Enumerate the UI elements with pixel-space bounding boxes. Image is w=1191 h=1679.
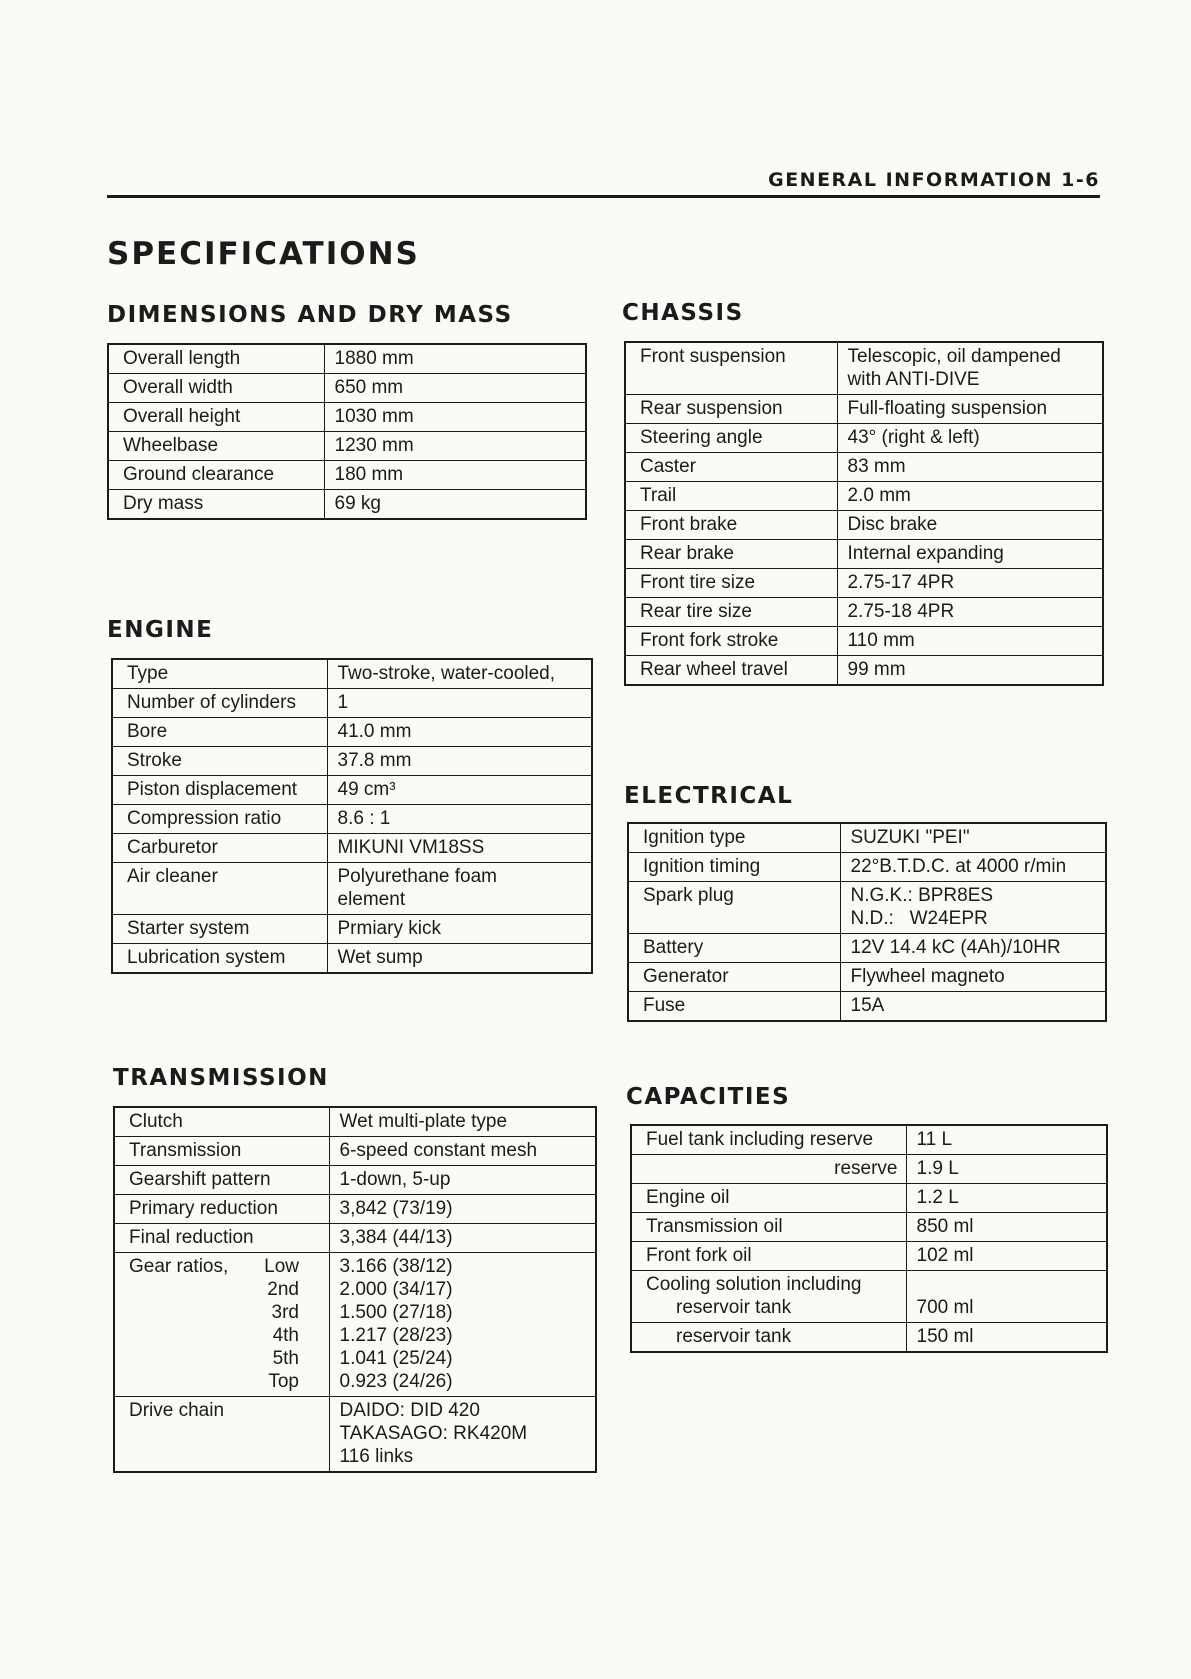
gear-value: 0.923 (24/26) (339, 1371, 453, 1392)
spec-value: 1230 mm (324, 432, 586, 461)
spec-value: 1 (327, 689, 592, 718)
spec-value: 180 mm (324, 461, 586, 490)
table-row (625, 453, 1103, 482)
spec-label: Engine oil (631, 1184, 906, 1213)
spec-value: 1-down, 5-up (329, 1166, 596, 1195)
spec-label: Air cleaner (112, 863, 327, 915)
table-row (628, 992, 1106, 1022)
spec-value: Full-floating suspension (837, 395, 1103, 424)
spec-label: Gearshift pattern (114, 1166, 329, 1195)
spec-value: 1030 mm (324, 403, 586, 432)
gear-value: 1.041 (25/24) (339, 1348, 453, 1369)
spec-label: Front tire size (625, 569, 837, 598)
spec-label: Rear tire size (625, 598, 837, 627)
spec-value: 69 kg (324, 490, 586, 520)
spec-label: Carburetor (112, 834, 327, 863)
table-row (112, 863, 592, 915)
spec-value: 102 ml (906, 1242, 1107, 1271)
table-row (628, 823, 1106, 853)
spec-label: Front fork stroke (625, 627, 837, 656)
value-line: element (337, 889, 406, 910)
table-row (114, 1166, 596, 1195)
spec-value: 110 mm (837, 627, 1103, 656)
table-row (112, 915, 592, 944)
table-row (108, 490, 586, 520)
table-row (114, 1137, 596, 1166)
value-line: 116 links (339, 1446, 414, 1467)
spec-value: 22°B.T.D.C. at 4000 r/min (840, 853, 1106, 882)
value-line: with ANTI-DIVE (847, 369, 980, 390)
value-line: Polyurethane foam (337, 866, 497, 887)
spec-value (837, 342, 1103, 395)
spec-label: Piston displacement (112, 776, 327, 805)
spec-value: Internal expanding (837, 540, 1103, 569)
spec-value: 11 L (906, 1125, 1107, 1155)
spec-label: Ignition timing (628, 853, 840, 882)
table-row (108, 432, 586, 461)
spec-label: Type (112, 659, 327, 689)
gear-name: 2nd (267, 1279, 299, 1300)
electrical-title: ELECTRICAL (624, 783, 794, 809)
spec-value (329, 1397, 596, 1473)
table-row (625, 656, 1103, 686)
table-row (112, 718, 592, 747)
spec-value: 41.0 mm (327, 718, 592, 747)
gear-name: Low (264, 1256, 299, 1277)
gear-ratio-labels (114, 1253, 329, 1397)
table-row (625, 482, 1103, 511)
spec-label: Front fork oil (631, 1242, 906, 1271)
engine-table (111, 658, 593, 974)
table-row (112, 805, 592, 834)
table-row (112, 776, 592, 805)
table-row (625, 598, 1103, 627)
running-header: GENERAL INFORMATION 1-6 (768, 169, 1100, 191)
table-row (631, 1125, 1107, 1155)
spec-label: Final reduction (114, 1224, 329, 1253)
spec-value: 3,384 (44/13) (329, 1224, 596, 1253)
dimensions-title: DIMENSIONS AND DRY MASS (107, 302, 513, 328)
spec-value: 8.6 : 1 (327, 805, 592, 834)
table-row (625, 342, 1103, 395)
table-row (625, 569, 1103, 598)
spec-label (631, 1271, 906, 1323)
table-row (112, 747, 592, 776)
spec-value: Wet sump (327, 944, 592, 974)
gear-name: 3rd (271, 1302, 299, 1323)
spec-value: 2.75-18 4PR (837, 598, 1103, 627)
table-row (628, 853, 1106, 882)
spec-label: Compression ratio (112, 805, 327, 834)
spec-label: Fuel tank including reserve (631, 1125, 906, 1155)
gear-ratio-label: Gear ratios, (129, 1256, 229, 1277)
spec-label: Primary reduction (114, 1195, 329, 1224)
spec-value: 150 ml (906, 1323, 1107, 1353)
spec-value: 700 ml (906, 1271, 1107, 1323)
spec-label: Generator (628, 963, 840, 992)
label-line: reservoir tank (676, 1326, 792, 1347)
table-row (114, 1195, 596, 1224)
spec-value: 6-speed constant mesh (329, 1137, 596, 1166)
spec-label: Front suspension (625, 342, 837, 395)
gear-value: 1.500 (27/18) (339, 1302, 453, 1323)
table-row (625, 627, 1103, 656)
table-row (112, 834, 592, 863)
spec-label: Caster (625, 453, 837, 482)
spec-label: Transmission (114, 1137, 329, 1166)
spec-label (631, 1323, 906, 1353)
gear-name: Top (268, 1371, 299, 1392)
table-row (631, 1323, 1107, 1353)
spec-value: 650 mm (324, 374, 586, 403)
spec-value: Two-stroke, water-cooled, (327, 659, 592, 689)
table-row (114, 1253, 596, 1397)
page-title: SPECIFICATIONS (107, 236, 420, 272)
spec-value: 3,842 (73/19) (329, 1195, 596, 1224)
engine-title: ENGINE (107, 617, 214, 643)
value-line: Telescopic, oil dampened (847, 346, 1061, 367)
table-row (114, 1224, 596, 1253)
transmission-title: TRANSMISSION (113, 1065, 329, 1091)
spec-value: Prmiary kick (327, 915, 592, 944)
spec-label: Drive chain (114, 1397, 329, 1473)
table-row (114, 1397, 596, 1473)
gear-value: 1.217 (28/23) (339, 1325, 453, 1346)
capacities-title: CAPACITIES (626, 1084, 791, 1110)
spec-label: Overall height (108, 403, 324, 432)
spec-label: Rear brake (625, 540, 837, 569)
table-row (628, 934, 1106, 963)
spec-label: Spark plug (628, 882, 840, 934)
capacities-table (630, 1124, 1108, 1353)
value-line: N.G.K.: BPR8ES (850, 885, 994, 906)
spec-label: Overall width (108, 374, 324, 403)
gear-ratio-values (329, 1253, 596, 1397)
spec-value: 37.8 mm (327, 747, 592, 776)
spec-label: Starter system (112, 915, 327, 944)
table-row (625, 511, 1103, 540)
table-row (625, 424, 1103, 453)
table-row (108, 374, 586, 403)
spec-label: Fuse (628, 992, 840, 1022)
table-row (112, 659, 592, 689)
header-rule (107, 195, 1100, 198)
chassis-table (624, 341, 1104, 686)
table-row (625, 395, 1103, 424)
spec-value: 850 ml (906, 1213, 1107, 1242)
table-row (112, 944, 592, 974)
table-row (108, 344, 586, 374)
label-line: reservoir tank (676, 1297, 792, 1318)
table-row (625, 540, 1103, 569)
gear-value: 3.166 (38/12) (339, 1256, 453, 1277)
spec-label: Transmission oil (631, 1213, 906, 1242)
transmission-table (113, 1106, 597, 1473)
table-row (631, 1184, 1107, 1213)
spec-value: Flywheel magneto (840, 963, 1106, 992)
spec-label: Rear wheel travel (625, 656, 837, 686)
table-row (108, 461, 586, 490)
table-row (631, 1213, 1107, 1242)
spec-value: Disc brake (837, 511, 1103, 540)
table-row (112, 689, 592, 718)
spec-value: 49 cm³ (327, 776, 592, 805)
table-row (114, 1107, 596, 1137)
spec-label: Steering angle (625, 424, 837, 453)
spec-value: 1.9 L (906, 1155, 1107, 1184)
spec-value: 1.2 L (906, 1184, 1107, 1213)
dimensions-table (107, 343, 587, 520)
spec-value: 83 mm (837, 453, 1103, 482)
gear-value: 2.000 (34/17) (339, 1279, 453, 1300)
spec-label: Rear suspension (625, 395, 837, 424)
spec-label: Stroke (112, 747, 327, 776)
spec-label: Front brake (625, 511, 837, 540)
label-line: Cooling solution including (646, 1274, 862, 1295)
table-row (628, 963, 1106, 992)
spec-value: 15A (840, 992, 1106, 1022)
spec-label: Dry mass (108, 490, 324, 520)
table-row (631, 1155, 1107, 1184)
electrical-table (627, 822, 1107, 1022)
spec-label: Battery (628, 934, 840, 963)
spec-label: Lubrication system (112, 944, 327, 974)
chassis-title: CHASSIS (622, 300, 744, 326)
gear-name: 4th (272, 1325, 299, 1346)
value-line: N.D.: W24EPR (850, 908, 988, 929)
spec-label: Wheelbase (108, 432, 324, 461)
spec-label: Trail (625, 482, 837, 511)
table-row (631, 1271, 1107, 1323)
spec-value (840, 882, 1106, 934)
spec-label: Overall length (108, 344, 324, 374)
spec-value: 1880 mm (324, 344, 586, 374)
spec-value: 99 mm (837, 656, 1103, 686)
table-row (108, 403, 586, 432)
spec-label: reserve (631, 1155, 906, 1184)
spec-value (327, 863, 592, 915)
spec-label: Ground clearance (108, 461, 324, 490)
spec-label: Bore (112, 718, 327, 747)
spec-label: Clutch (114, 1107, 329, 1137)
spec-value: 43° (right & left) (837, 424, 1103, 453)
value-line: DAIDO: DID 420 (339, 1400, 480, 1421)
spec-value: SUZUKI "PEI" (840, 823, 1106, 853)
table-row (628, 882, 1106, 934)
table-row (631, 1242, 1107, 1271)
spec-value: MIKUNI VM18SS (327, 834, 592, 863)
spec-label: Number of cylinders (112, 689, 327, 718)
spec-value: Wet multi-plate type (329, 1107, 596, 1137)
gear-name: 5th (272, 1348, 299, 1369)
spec-label: Ignition type (628, 823, 840, 853)
value-line: TAKASAGO: RK420M (339, 1423, 528, 1444)
spec-value: 12V 14.4 kC (4Ah)/10HR (840, 934, 1106, 963)
spec-value: 2.75-17 4PR (837, 569, 1103, 598)
spec-value: 2.0 mm (837, 482, 1103, 511)
